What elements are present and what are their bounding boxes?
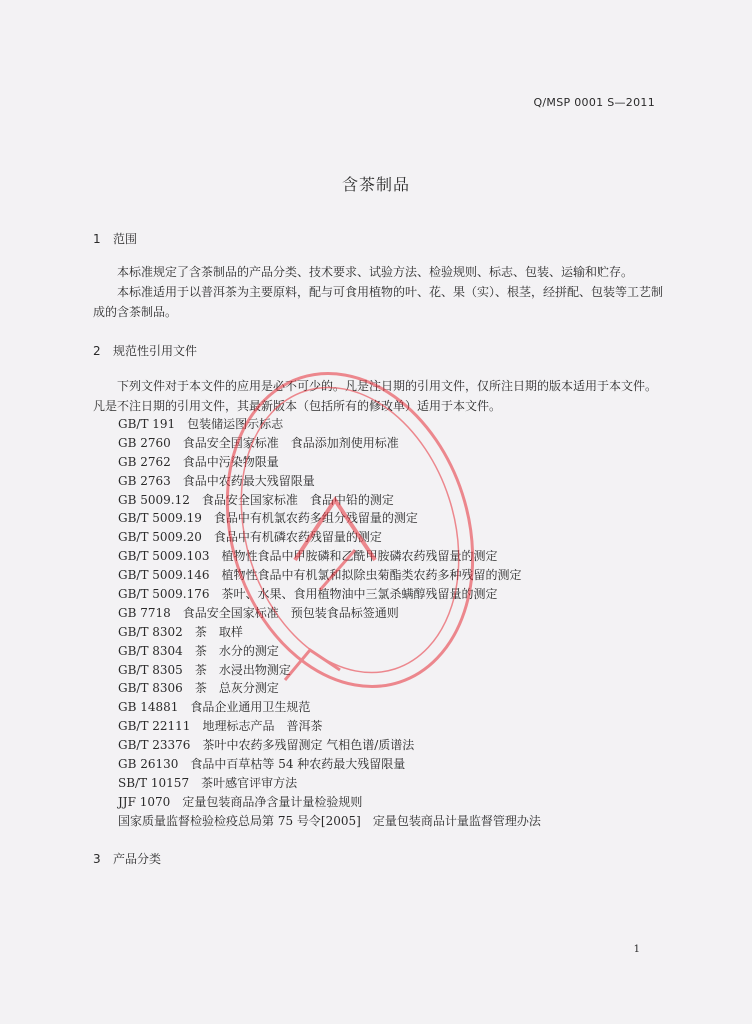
reference-item xyxy=(118,491,541,510)
reference-item xyxy=(118,472,541,491)
reference-code: GB 5009.12 xyxy=(118,492,190,507)
reference-item xyxy=(118,679,541,698)
reference-code: GB 26130 xyxy=(118,757,179,772)
document-title: 含茶制品 xyxy=(341,175,410,194)
reference-title: 食品安全国家标准 食品中铅的测定 xyxy=(201,492,394,507)
reference-code: GB/T 5009.103 xyxy=(118,549,210,564)
reference-code: GB/T 8302 xyxy=(118,624,183,639)
reference-title: 茶 水浸出物测定 xyxy=(194,662,291,677)
scope-text-2: 本标准适用于以普洱茶为主要原料，配与可食用植物的叶、花、果（实）、根茎，经拼配、包装等工艺制成的含茶制品。 xyxy=(93,285,664,319)
reference-item xyxy=(118,415,541,434)
section-title: 规范性引用文件 xyxy=(113,344,198,358)
reference-title: 植物性食品中甲胺磷和乙酰甲胺磷农药残留量的测定 xyxy=(221,549,498,564)
reference-title: 茶叶中农药多残留测定 气相色谱/质谱法 xyxy=(202,738,415,753)
reference-title: 地理标志产品 普洱茶 xyxy=(202,719,323,734)
reference-title: 茶叶感官评审方法 xyxy=(201,775,298,790)
reference-code: GB/T 5009.146 xyxy=(118,568,210,583)
reference-item xyxy=(118,736,541,755)
section-number: 2 xyxy=(93,344,101,358)
reference-code: GB/T 23376 xyxy=(118,738,191,753)
references-intro xyxy=(93,376,663,416)
section-title: 产品分类 xyxy=(113,852,162,866)
reference-code: GB 7718 xyxy=(118,605,171,620)
reference-item xyxy=(118,585,541,604)
reference-code: JJF 1070 xyxy=(118,794,171,809)
reference-code: GB/T 8306 xyxy=(118,681,183,696)
reference-item xyxy=(118,528,541,547)
reference-code: GB 2762 xyxy=(118,454,171,469)
reference-code: GB/T 5009.176 xyxy=(118,587,210,602)
section-title: 范围 xyxy=(113,232,138,246)
reference-title: 食品中农药最大残留限量 xyxy=(182,473,315,488)
reference-item xyxy=(118,453,541,472)
section-number: 3 xyxy=(93,852,101,866)
reference-code: GB 2763 xyxy=(118,473,171,488)
reference-code: GB/T 5009.19 xyxy=(118,511,202,526)
scope-paragraph-2 xyxy=(93,282,663,322)
section-heading-references xyxy=(93,342,197,359)
reference-item xyxy=(118,717,541,736)
section-heading-classification xyxy=(93,850,161,867)
section-heading-scope xyxy=(93,230,137,247)
reference-code: 国家质量监督检验检疫总局第 75 号令[2005] xyxy=(118,813,361,828)
reference-item xyxy=(118,623,541,642)
reference-title: 食品企业通用卫生规范 xyxy=(190,700,311,715)
reference-item xyxy=(118,604,541,623)
reference-code: GB/T 22111 xyxy=(118,719,191,734)
reference-code: GB/T 8305 xyxy=(118,662,183,677)
reference-code: SB/T 10157 xyxy=(118,775,190,790)
scope-text-1: 本标准规定了含茶制品的产品分类、技术要求、试验方法、检验规则、标志、包装、运输和贮存。 xyxy=(117,265,634,279)
reference-item xyxy=(118,755,541,774)
reference-title: 食品中百草枯等 54 种农药最大残留限量 xyxy=(190,757,406,772)
reference-item xyxy=(118,661,541,680)
reference-title: 食品中有机磷农药残留量的测定 xyxy=(213,530,382,545)
reference-list xyxy=(118,415,541,831)
reference-title: 定量包装商品净含量计量检验规则 xyxy=(182,794,363,809)
page-number: 1 xyxy=(633,944,640,955)
reference-title: 茶叶、水果、食用植物油中三氯杀螨醇残留量的测定 xyxy=(221,587,498,602)
reference-item xyxy=(118,566,541,585)
reference-code: GB/T 191 xyxy=(118,417,176,431)
reference-item xyxy=(118,698,541,717)
reference-item xyxy=(118,509,541,528)
reference-title: 食品安全国家标准 预包装食品标签通则 xyxy=(182,605,399,620)
section-number: 1 xyxy=(93,232,101,246)
reference-item xyxy=(118,812,541,831)
reference-item xyxy=(118,774,541,793)
reference-item xyxy=(118,793,541,812)
reference-title: 包装储运图示标志 xyxy=(187,417,284,431)
reference-title: 茶 取样 xyxy=(194,624,243,639)
reference-title: 食品中污染物限量 xyxy=(182,454,279,469)
reference-title: 食品中有机氯农药多组分残留量的测定 xyxy=(213,511,418,526)
reference-title: 定量包装商品计量监督管理办法 xyxy=(372,813,541,828)
reference-code: GB/T 5009.20 xyxy=(118,530,202,545)
references-intro-text: 下列文件对于本文件的应用是必不可少的。凡是注日期的引用文件，仅所注日期的版本适用于本文件。凡是不注日期的引用文件，其最新版本（包括所有的修改单）适用于本文件。 xyxy=(93,379,658,413)
reference-code: GB 14881 xyxy=(118,700,179,715)
reference-title: 食品安全国家标准 食品添加剂使用标准 xyxy=(182,435,399,450)
reference-title: 茶 总灰分测定 xyxy=(194,681,279,696)
reference-code: GB 2760 xyxy=(118,435,171,450)
scope-paragraph-1 xyxy=(93,262,663,282)
reference-item xyxy=(118,434,541,453)
reference-code: GB/T 8304 xyxy=(118,643,183,658)
standard-code: Q/MSP 0001 S—2011 xyxy=(533,96,655,109)
reference-title: 植物性食品中有机氯和拟除虫菊酯类农药多种残留的测定 xyxy=(221,568,522,583)
reference-title: 茶 水分的测定 xyxy=(194,643,279,658)
reference-item xyxy=(118,642,541,661)
reference-item xyxy=(118,547,541,566)
